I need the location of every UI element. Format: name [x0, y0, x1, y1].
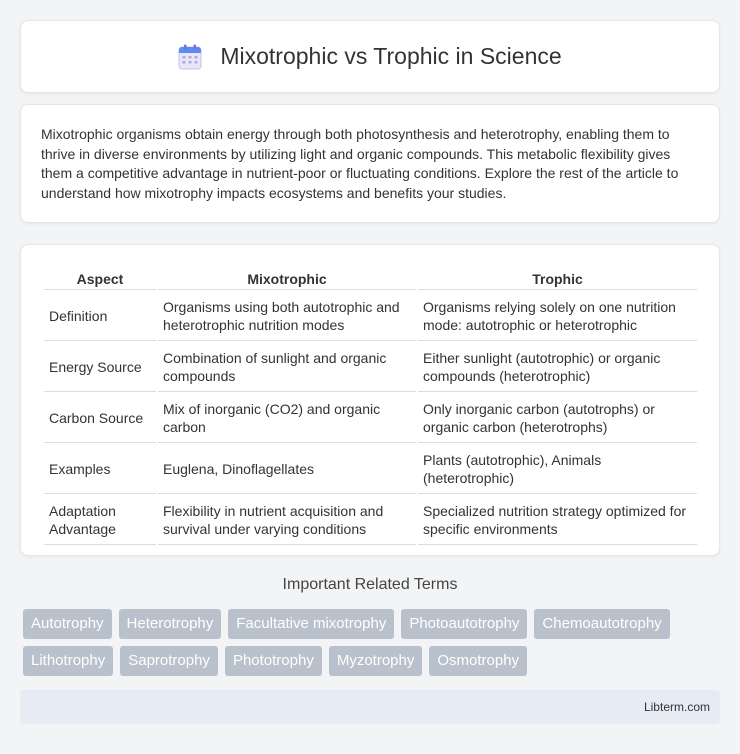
term-tag[interactable]: Lithotrophy — [23, 646, 113, 676]
cell-trophic: Only inorganic carbon (autotrophs) or organic carbon (heterotrophs) — [418, 394, 697, 443]
term-tag[interactable]: Myzotrophy — [329, 646, 423, 676]
cell-trophic: Either sunlight (autotrophic) or organic compounds (heterotrophic) — [418, 343, 697, 392]
term-tag[interactable]: Osmotrophy — [429, 646, 527, 676]
cell-trophic: Organisms relying solely on one nutrition mode: autotrophic or heterotrophic — [418, 292, 697, 341]
cell-mixotrophic: Flexibility in nutrient acquisition and survival under varying conditions — [158, 496, 416, 545]
comparison-table-card — [20, 244, 720, 556]
cell-mixotrophic: Euglena, Dinoflagellates — [158, 445, 416, 494]
title-wrap — [178, 43, 561, 70]
cell-trophic: Specialized nutrition strategy optimized for specific environments — [418, 496, 697, 545]
cell-aspect: Examples — [44, 445, 156, 494]
table-row — [44, 445, 697, 494]
cell-mixotrophic: Organisms using both autotrophic and heterotrophic nutrition modes — [158, 292, 416, 341]
term-tag[interactable]: Photoautotrophy — [401, 609, 527, 639]
term-tag[interactable]: Saprotrophy — [120, 646, 218, 676]
term-tag[interactable]: Chemoautotrophy — [534, 609, 669, 639]
term-tag[interactable]: Facultative mixotrophy — [228, 609, 394, 639]
term-tag[interactable]: Autotrophy — [23, 609, 112, 639]
intro-text: Mixotrophic organisms obtain energy through both photosynthesis and heterotrophy, enabling them to thrive in diverse environments by utilizing light and organic compounds. This metabolic flexibility gives them a competitive advantage in nutrient-poor or fluctuating conditions. Explore the rest of the article to understand how mixotrophy impacts ecosystems and benefits your studies. — [41, 126, 679, 201]
header-trophic: Trophic — [418, 267, 697, 290]
header-card — [20, 20, 720, 93]
cell-trophic: Plants (autotrophic), Animals (heterotrophic) — [418, 445, 697, 494]
table-row — [44, 394, 697, 443]
cell-aspect: Carbon Source — [44, 394, 156, 443]
calendar-icon — [178, 44, 202, 70]
comparison-table — [42, 265, 699, 547]
cell-aspect: Energy Source — [44, 343, 156, 392]
header-mixotrophic: Mixotrophic — [158, 267, 416, 290]
table-row — [44, 343, 697, 392]
table-row — [44, 496, 697, 545]
header-aspect: Aspect — [44, 267, 156, 290]
related-terms-heading: Important Related Terms — [282, 576, 458, 593]
term-tag[interactable]: Phototrophy — [225, 646, 322, 676]
table-row — [44, 292, 697, 341]
cell-aspect: Adaptation Advantage — [44, 496, 156, 545]
table-header-row — [44, 267, 697, 290]
intro-card — [20, 104, 720, 223]
cell-mixotrophic: Combination of sunlight and organic compounds — [158, 343, 416, 392]
related-terms-list — [20, 609, 720, 676]
cell-mixotrophic: Mix of inorganic (CO2) and organic carbon — [158, 394, 416, 443]
page-title: Mixotrophic vs Trophic in Science — [220, 43, 562, 69]
term-tag[interactable]: Heterotrophy — [119, 609, 222, 639]
related-terms-section — [20, 576, 720, 676]
cell-aspect: Definition — [44, 292, 156, 341]
footer — [20, 690, 720, 724]
footer-link[interactable]: Libterm.com — [643, 700, 710, 714]
